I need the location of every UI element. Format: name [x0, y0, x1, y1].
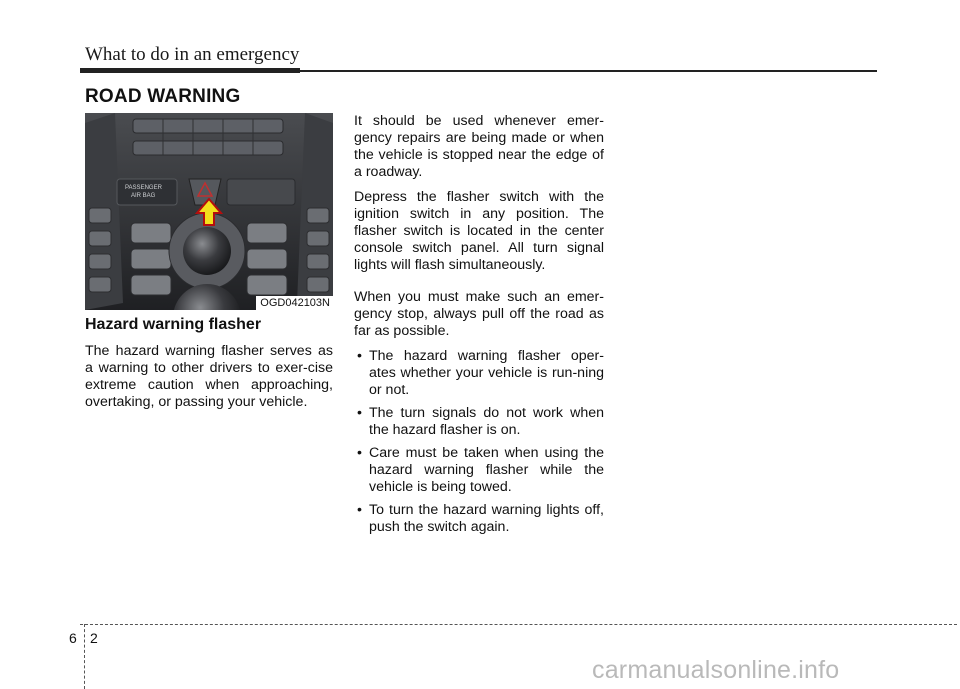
hazard-switch-photo — [85, 113, 333, 310]
list-item: • To turn the hazard warning lights off, push the switch again. — [354, 502, 604, 536]
watermark: carmanualsonline.info — [592, 656, 840, 684]
stop-paragraph: When you must make such an emer-gency stop, always pull off the road as far as possible. — [354, 289, 604, 339]
list-item: • The hazard warning flasher oper-ates whether your vehicle is run-ning or not. — [354, 348, 604, 399]
control-knob — [183, 227, 231, 275]
footer-rule — [80, 624, 957, 625]
list-item: • The turn signals do not work when the hazard flasher is on. — [354, 405, 604, 439]
console-illustration — [85, 113, 333, 310]
panel-label-line1: PASSENGER — [125, 185, 162, 191]
left-column — [85, 343, 333, 419]
page-number: 2 — [90, 630, 98, 646]
figure-code: OGD042103N — [256, 296, 333, 310]
section-title: ROAD WARNING — [85, 86, 241, 107]
list-item: • Care must be taken when using the hazard warning flasher while the vehicle is being towed. — [354, 445, 604, 496]
right-column — [354, 113, 604, 542]
header-rule — [80, 70, 877, 72]
notes-list — [354, 348, 604, 536]
intro-paragraph: The hazard warning flasher serves as a warning to other drivers to exer-cise extreme caution when approaching, overtaking, or passing your vehicle. — [85, 343, 333, 410]
subheading: Hazard warning flasher — [85, 316, 262, 333]
usage-paragraph: It should be used whenever emer-gency repairs are being made or when the vehicle is stopped near the edge of a roadway. — [354, 113, 604, 180]
header-title: What to do in an emergency — [85, 44, 300, 65]
footer-divider — [84, 624, 85, 689]
panel-label-line2: AIR BAG — [131, 193, 156, 199]
operation-paragraph: Depress the flasher switch with the ignition switch in any position. The flasher switch is located in the center console switch panel. All turn signal lights will flash simultaneously. — [354, 189, 604, 273]
chapter-number: 6 — [69, 630, 77, 646]
